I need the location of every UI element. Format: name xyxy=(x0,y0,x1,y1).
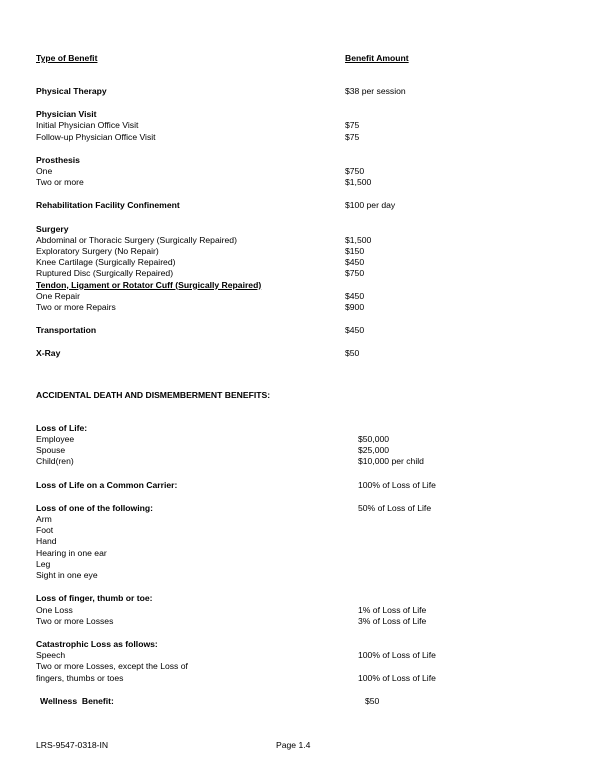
benefit-amount: $50 xyxy=(345,348,360,359)
add-amount: 100% of Loss of Life xyxy=(358,672,436,683)
column-header-type-of-benefit: Type of Benefit xyxy=(36,53,98,63)
benefit-label: Abdominal or Thoracic Surgery (Surgically Repaired) xyxy=(36,234,237,245)
add-row-common-carrier xyxy=(36,480,506,491)
document-content xyxy=(36,52,506,707)
benefit-row xyxy=(36,257,506,268)
add-row-wellness-benefit xyxy=(36,696,506,707)
benefit-row-transportation xyxy=(36,325,506,336)
page-number: Page 1.4 xyxy=(276,740,311,750)
benefit-amount: $150 xyxy=(345,246,365,257)
benefit-subheading-tendon-ligament xyxy=(36,280,506,291)
add-group-heading: Catastrophic Loss as follows: xyxy=(36,638,158,649)
add-amount: $50,000 xyxy=(358,434,390,445)
add-section-title: ACCIDENTAL DEATH AND DISMEMBERMENT BENEFITS: xyxy=(36,389,271,400)
benefit-label: One xyxy=(36,166,53,177)
benefit-subheading: Tendon, Ligament or Rotator Cuff (Surgically Repaired) xyxy=(36,279,262,290)
add-list-item xyxy=(36,514,506,525)
add-amount: 100% of Loss of Life xyxy=(358,479,436,490)
benefit-row xyxy=(36,302,506,313)
spacer xyxy=(36,188,506,200)
add-group-heading-loss-of-one xyxy=(36,503,506,514)
spacer xyxy=(36,97,506,109)
add-amount: 50% of Loss of Life xyxy=(358,502,432,513)
spacer xyxy=(36,627,506,639)
spacer xyxy=(36,401,506,423)
spacer xyxy=(36,360,506,390)
spacer xyxy=(36,143,506,155)
add-list-item xyxy=(36,559,506,570)
add-label: Hearing in one ear xyxy=(36,547,107,558)
add-group-heading-catastrophic xyxy=(36,639,506,650)
add-label: Two or more Losses xyxy=(36,615,114,626)
benefit-amount: $75 xyxy=(345,131,360,142)
benefit-label: Exploratory Surgery (No Repair) xyxy=(36,246,159,257)
add-label: Speech xyxy=(36,650,66,661)
benefit-group-heading: Surgery xyxy=(36,223,69,234)
add-amount: 100% of Loss of Life xyxy=(358,650,436,661)
spacer xyxy=(36,64,506,86)
benefit-row xyxy=(36,246,506,257)
add-label: Sight in one eye xyxy=(36,570,98,581)
spacer xyxy=(36,684,506,696)
page-footer xyxy=(36,740,506,751)
spacer xyxy=(36,336,506,348)
add-amount: $50 xyxy=(365,695,380,706)
spacer xyxy=(36,212,506,224)
benefit-amount: $38 per session xyxy=(345,86,406,96)
spacer xyxy=(36,491,506,503)
spacer xyxy=(36,468,506,480)
add-list-item xyxy=(36,548,506,559)
add-label: One Loss xyxy=(36,604,73,615)
benefit-label: X-Ray xyxy=(36,348,61,359)
add-row xyxy=(36,616,506,627)
add-amount: 1% of Loss of Life xyxy=(358,604,427,615)
benefit-row xyxy=(36,120,506,131)
benefit-label: Knee Cartilage (Surgically Repaired) xyxy=(36,257,176,268)
form-code: LRS-9547-0318-IN xyxy=(36,740,109,750)
add-list-item xyxy=(36,536,506,547)
benefit-row-physical-therapy xyxy=(36,86,506,97)
benefit-group-heading-prosthesis xyxy=(36,155,506,166)
benefit-group-heading-surgery xyxy=(36,224,506,235)
add-amount: $10,000 per child xyxy=(358,456,424,467)
benefit-label: Initial Physician Office Visit xyxy=(36,120,139,131)
add-list-item xyxy=(36,525,506,536)
benefit-amount: $450 xyxy=(345,290,365,301)
benefit-amount: $450 xyxy=(345,325,365,336)
add-label: Foot xyxy=(36,525,54,536)
benefit-row xyxy=(36,268,506,279)
benefit-row-rehabilitation xyxy=(36,200,506,211)
benefit-row xyxy=(36,132,506,143)
add-row xyxy=(36,434,506,445)
benefit-group-heading: Prosthesis xyxy=(36,154,80,165)
benefit-label: Ruptured Disc (Surgically Repaired) xyxy=(36,268,174,279)
add-amount: 3% of Loss of Life xyxy=(358,615,427,626)
add-row-multiline-second xyxy=(36,673,506,684)
add-section xyxy=(36,390,506,707)
add-row xyxy=(36,605,506,616)
benefit-row xyxy=(36,291,506,302)
add-section-title-row xyxy=(36,390,506,401)
spacer xyxy=(36,581,506,593)
benefit-row-xray xyxy=(36,348,506,359)
benefit-amount: $450 xyxy=(345,257,365,268)
add-group-heading: Loss of finger, thumb or toe: xyxy=(36,593,153,604)
benefit-group-heading: Physician Visit xyxy=(36,109,97,120)
add-row xyxy=(36,445,506,456)
benefit-row xyxy=(36,166,506,177)
add-group-heading-loss-of-life xyxy=(36,423,506,434)
benefit-label: Two or more xyxy=(36,177,84,188)
table-header-row xyxy=(36,52,506,64)
benefit-label: One Repair xyxy=(36,290,80,301)
add-row xyxy=(36,650,506,661)
add-label: Arm xyxy=(36,514,52,525)
column-header-benefit-amount: Benefit Amount xyxy=(345,53,409,63)
add-label: Two or more Losses, except the Loss of xyxy=(36,661,188,672)
benefit-amount: $750 xyxy=(345,166,365,177)
add-label: fingers, thumbs or toes xyxy=(36,672,124,683)
benefit-row xyxy=(36,177,506,188)
add-label: Employee xyxy=(36,434,75,445)
add-label: Wellness Benefit: xyxy=(40,695,114,706)
benefit-amount: $1,500 xyxy=(345,177,372,188)
add-list-item xyxy=(36,570,506,581)
benefit-label: Physical Therapy xyxy=(36,86,107,96)
benefit-label: Rehabilitation Facility Confinement xyxy=(36,200,180,211)
benefit-group-heading-physician-visit xyxy=(36,109,506,120)
add-label: Loss of Life on a Common Carrier: xyxy=(36,479,178,490)
benefit-row xyxy=(36,235,506,246)
add-row-multiline-first xyxy=(36,661,506,672)
spacer xyxy=(36,313,506,325)
add-group-heading: Loss of Life: xyxy=(36,422,88,433)
benefit-label: Two or more Repairs xyxy=(36,302,116,313)
add-label: Child(ren) xyxy=(36,456,74,467)
benefit-amount: $1,500 xyxy=(345,234,372,245)
benefit-amount: $900 xyxy=(345,302,365,313)
add-label: Spouse xyxy=(36,445,66,456)
add-row xyxy=(36,456,506,467)
benefit-label: Follow-up Physician Office Visit xyxy=(36,131,156,142)
benefit-amount: $100 per day xyxy=(345,200,396,211)
add-group-heading-loss-of-digit xyxy=(36,593,506,604)
add-group-heading: Loss of one of the following: xyxy=(36,502,153,513)
add-label: Hand xyxy=(36,536,57,547)
add-amount: $25,000 xyxy=(358,445,390,456)
benefit-amount: $75 xyxy=(345,120,360,131)
add-label: Leg xyxy=(36,558,51,569)
benefit-label: Transportation xyxy=(36,325,97,336)
benefit-amount: $750 xyxy=(345,268,365,279)
